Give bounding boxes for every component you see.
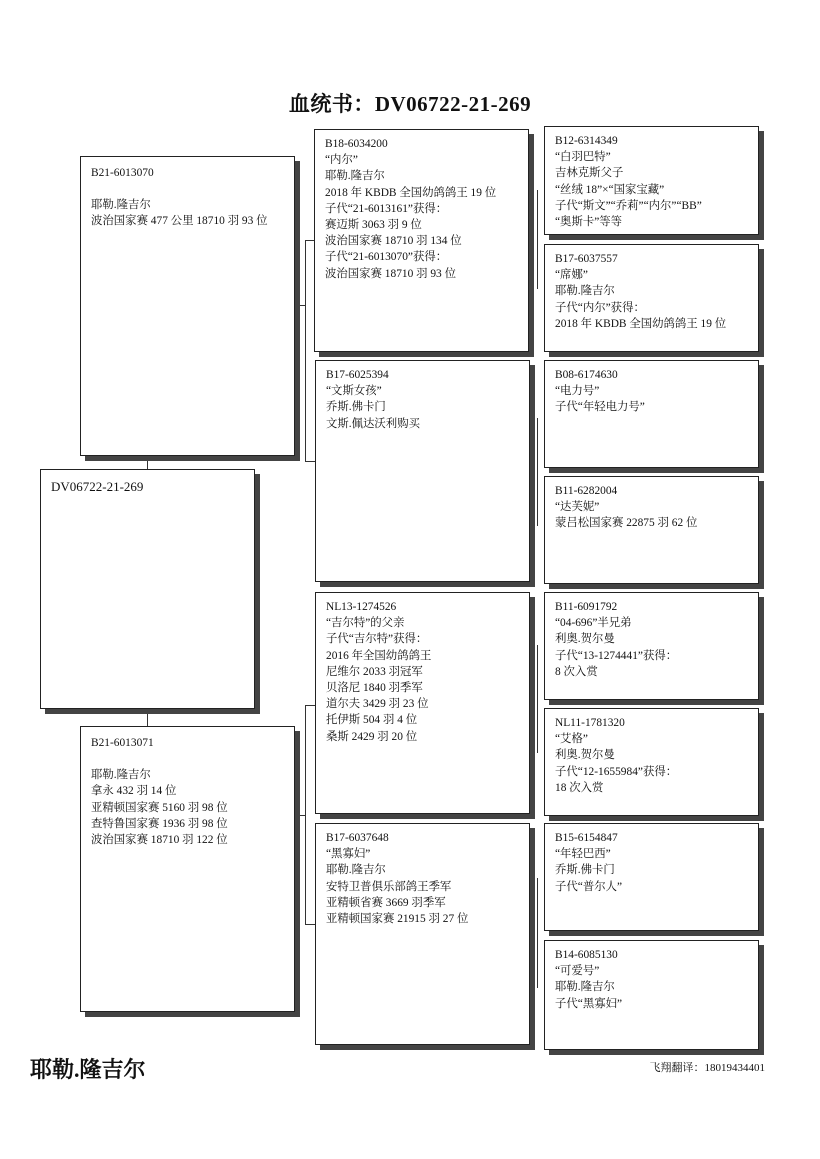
connector-sire-trunk (305, 240, 306, 462)
sire-sire-dam-line: 子代“内尔”获得： (555, 301, 645, 314)
sire-ring-number: B21-6013070 (91, 167, 154, 179)
sire-card (80, 156, 295, 456)
dam-dam-ring-number: B17-6037648 (326, 832, 389, 844)
dam-line: 查特鲁国家赛 1936 羽 98 位 (91, 817, 228, 830)
connector-sire-mid (296, 305, 305, 306)
dam-dam-dam-line: “可爱号” (555, 965, 600, 978)
dam-dam-line: 安特卫普俱乐部鸽王季军 (326, 880, 452, 893)
dam-sire-sire-card (544, 592, 759, 700)
sire-dam-card (315, 360, 530, 582)
sire-sire-dam-line: 耶勒.隆吉尔 (555, 285, 615, 298)
sire-sire-sire-ring-number: B12-6314349 (555, 135, 618, 147)
dam-sire-dam-line: “艾格” (555, 733, 588, 746)
sire-sire-dam-line: 2018 年 KBDB 全国幼鸽鸽王 19 位 (555, 317, 727, 330)
dam-line: 亚精顿国家赛 5160 羽 98 位 (91, 801, 228, 814)
dam-line: 波治国家赛 18710 羽 122 位 (91, 834, 228, 847)
dam-dam-dam-card (544, 940, 759, 1050)
connector-dam-trunk (305, 705, 306, 925)
dam-line: 拿永 432 羽 14 位 (91, 785, 177, 798)
connector-dam-dd (305, 924, 315, 925)
sire-sire-card (314, 129, 529, 352)
dam-sire-sire-line: 8 次入赏 (555, 665, 598, 678)
subject-ring-number: DV06722-21-269 (51, 479, 144, 494)
connector-sire-ss (305, 240, 314, 241)
dam-sire-sire-ring-number: B11-6091792 (555, 601, 618, 613)
dam-dam-card (315, 823, 530, 1045)
sire-line: 耶勒.隆吉尔 (91, 199, 151, 212)
sire-sire-sire-line: 吉林克斯父子 (555, 167, 624, 180)
sire-sire-line: 耶勒.隆吉尔 (325, 170, 385, 183)
subject-pigeon-card (40, 469, 255, 709)
dam-sire-line: 贝洛尼 1840 羽季军 (326, 682, 423, 695)
dam-sire-line: 道尔夫 3429 羽 23 位 (326, 698, 429, 711)
connector-ss-trunk (537, 190, 538, 289)
dam-sire-line: 子代“吉尔特”获得： (326, 633, 428, 646)
dam-dam-dam-line: 耶勒.隆吉尔 (555, 981, 615, 994)
dam-sire-dam-line: 18 次入赏 (555, 781, 604, 794)
sire-sire-line: 波治国家赛 18710 羽 134 位 (325, 235, 462, 248)
dam-sire-line: “吉尔特”的父亲 (326, 617, 405, 630)
sire-dam-line: “文斯女孩” (326, 385, 382, 398)
dam-dam-line: 亚精顿国家赛 21915 羽 27 位 (326, 913, 469, 926)
sire-sire-line: 子代“21-6013161”获得： (325, 202, 448, 215)
connector-sd-trunk (537, 418, 538, 526)
sire-dam-sire-ring-number: B08-6174630 (555, 369, 618, 381)
sire-line: 波治国家赛 477 公里 18710 羽 93 位 (91, 215, 268, 228)
sire-sire-line: 2018 年 KBDB 全国幼鸽鸽王 19 位 (325, 186, 497, 199)
sire-sire-line: 赛迈斯 3063 羽 9 位 (325, 219, 422, 232)
connector-dam-mid (296, 815, 305, 816)
dam-dam-sire-card (544, 823, 759, 931)
dam-sire-line: 托伊斯 504 羽 4 位 (326, 714, 418, 727)
sire-sire-sire-line: “白羽巴特” (555, 151, 611, 164)
sire-sire-ring-number: B18-6034200 (325, 138, 388, 150)
sire-dam-sire-card (544, 360, 759, 468)
dam-sire-dam-line: 子代“12-1655984”获得： (555, 765, 678, 778)
dam-sire-sire-line: “04-696”半兄弟 (555, 617, 632, 630)
connector-dd-trunk (537, 878, 538, 988)
sire-sire-line: 波治国家赛 18710 羽 93 位 (325, 267, 456, 280)
dam-sire-line: 尼维尔 2033 羽冠军 (326, 665, 423, 678)
sire-dam-sire-line: “电力号” (555, 385, 600, 398)
sire-dam-line: 乔斯.佛卡门 (326, 401, 386, 414)
dam-sire-sire-line: 子代“13-1274441”获得： (555, 649, 678, 662)
dam-sire-sire-line: 利奥.贺尔曼 (555, 633, 615, 646)
sire-dam-dam-line: 蒙吕松国家赛 22875 羽 62 位 (555, 517, 698, 530)
dam-dam-line: “黑寡妇” (326, 848, 371, 861)
sire-dam-line: 文斯.佩达沃利购买 (326, 417, 420, 430)
sire-sire-line: 子代“21-6013070”获得： (325, 251, 448, 264)
dam-dam-sire-line: 子代“普尔人” (555, 880, 623, 893)
sire-dam-sire-line: 子代“年轻电力号” (555, 401, 645, 414)
dam-sire-dam-line: 利奥.贺尔曼 (555, 749, 615, 762)
connector-dam-ds (305, 705, 315, 706)
dam-sire-line: 2016 年全国幼鸽鸽王 (326, 649, 432, 662)
dam-dam-sire-line: 乔斯.佛卡门 (555, 864, 615, 877)
dam-card (80, 726, 295, 1012)
sire-sire-line: “内尔” (325, 154, 358, 167)
sire-dam-ring-number: B17-6025394 (326, 369, 389, 381)
sire-sire-sire-line: “奥斯卡”等等 (555, 216, 623, 229)
dam-dam-dam-ring-number: B14-6085130 (555, 949, 618, 961)
dam-ring-number: B21-6013071 (91, 737, 154, 749)
translator-credit: 飞翔翻译：18019434401 (649, 1062, 765, 1074)
sire-sire-sire-line: “丝绒 18”×“国家宝藏” (555, 183, 665, 196)
sire-sire-sire-card (544, 126, 759, 235)
dam-sire-dam-card (544, 708, 759, 816)
connector-sire-sd (305, 461, 315, 462)
dam-sire-ring-number: NL13-1274526 (326, 601, 397, 613)
dam-dam-dam-line: 子代“黑寡妇” (555, 997, 623, 1010)
sire-sire-dam-line: “席娜” (555, 269, 588, 282)
dam-dam-line: 耶勒.隆吉尔 (326, 864, 386, 877)
dam-sire-dam-ring-number: NL11-1781320 (555, 717, 625, 729)
sire-dam-dam-card (544, 476, 759, 584)
dam-sire-card (315, 592, 530, 814)
sire-dam-dam-line: “达芙妮” (555, 501, 600, 514)
sire-sire-dam-card (544, 244, 759, 352)
dam-dam-line: 亚精顿省赛 3669 羽季军 (326, 896, 446, 909)
dam-line: 耶勒.隆吉尔 (91, 769, 151, 782)
dam-sire-line: 桑斯 2429 羽 20 位 (326, 730, 418, 743)
pedigree-title: 血统书：DV06722-21-269 (288, 92, 532, 116)
dam-dam-sire-ring-number: B15-6154847 (555, 832, 618, 844)
sire-sire-dam-ring-number: B17-6037557 (555, 253, 618, 265)
dam-dam-sire-line: “年轻巴西” (555, 848, 611, 861)
breeder-name: 耶勒.隆吉尔 (30, 1057, 146, 1082)
connector-ds-trunk (537, 645, 538, 753)
sire-dam-dam-ring-number: B11-6282004 (555, 485, 618, 497)
sire-sire-sire-line: 子代“斯文”“乔莉”“内尔”“BB” (555, 199, 702, 212)
